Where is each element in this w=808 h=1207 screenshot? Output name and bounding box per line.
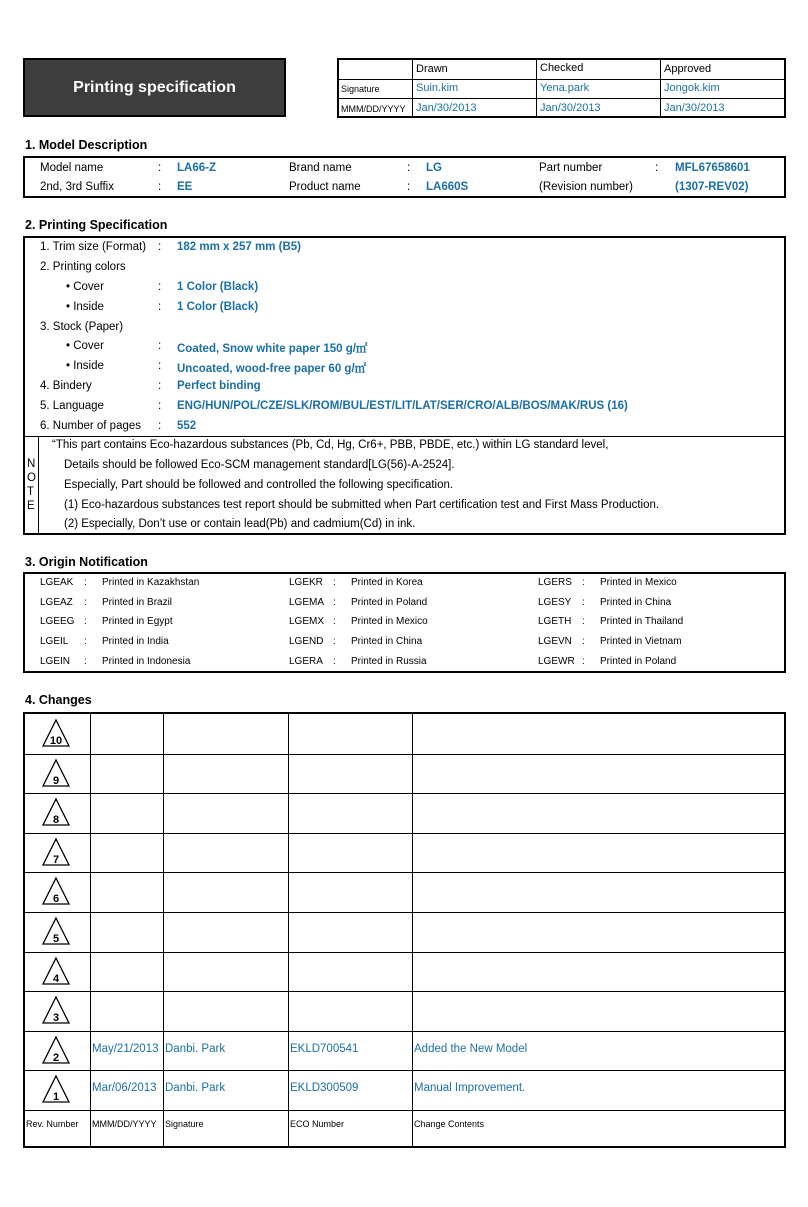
- revision-signature: Danbi. Park: [165, 1082, 226, 1095]
- origin-code: LGEAZ: [40, 596, 73, 608]
- product-name-value: LA660S: [426, 181, 469, 193]
- colon: :: [582, 577, 585, 588]
- revision-number: 10: [49, 735, 63, 747]
- date-label: MMM/DD/YYYY: [341, 104, 406, 114]
- revision-triangle-icon: [41, 718, 71, 748]
- revision-triangle-icon: [41, 758, 71, 788]
- revision-triangle-icon: [41, 916, 71, 946]
- colon: :: [582, 616, 585, 628]
- footer-signature: Signature: [165, 1119, 204, 1129]
- note-line: (1) Eco-hazardous substances test report should be submitted when Part certification test and First Mass Production.: [64, 499, 660, 511]
- trim-value: 182 mm x 257 mm (B5): [177, 241, 302, 253]
- colon: :: [407, 162, 411, 174]
- revision-number: 6: [52, 893, 60, 906]
- cover-color-value: 1 Color (Black): [177, 281, 259, 293]
- origin-code: LGEEG: [40, 616, 75, 628]
- colon: :: [158, 301, 162, 313]
- note-letter: O: [27, 472, 36, 484]
- origin-place: Printed in Indonesia: [102, 655, 191, 667]
- colon: :: [333, 577, 336, 588]
- revision-number: 3: [52, 1012, 60, 1025]
- pages-label: 6. Number of pages: [40, 420, 142, 432]
- origin-code: LGEIN: [40, 655, 71, 667]
- revision-change-content: Manual Improvement.: [414, 1082, 526, 1095]
- origin-code: LGEVN: [538, 636, 572, 648]
- origin-place: Printed in Vietnam: [600, 636, 682, 648]
- revision-number: 8: [52, 814, 60, 827]
- origin-code: LGEMX: [289, 616, 325, 628]
- revision-number: 2: [52, 1051, 60, 1064]
- origin-code: LGEAK: [40, 577, 74, 588]
- colon: :: [655, 162, 659, 174]
- origin-code: LGEWR: [538, 655, 575, 667]
- origin-code: LGESY: [538, 596, 572, 608]
- revision-label: (Revision number): [539, 181, 633, 193]
- origin-place: Printed in Brazil: [102, 596, 173, 608]
- note-line: Especially, Part should be followed and controlled the following specification.: [64, 479, 454, 491]
- origin-place: Printed in Russia: [351, 655, 427, 667]
- revision-date: May/21/2013: [92, 1042, 159, 1055]
- origin-code: LGETH: [538, 616, 572, 628]
- colon: :: [84, 636, 87, 648]
- footer-change-contents: Change Contents: [414, 1119, 485, 1129]
- origin-code: LGEND: [289, 636, 324, 648]
- inside-label: • Inside: [66, 360, 104, 372]
- note-line: (2) Especially, Don’t use or contain lead(Pb) and cadmium(Cd) in ink.: [64, 518, 416, 530]
- printing-table: [23, 236, 786, 535]
- cover-label: • Cover: [66, 340, 104, 352]
- part-number-value: MFL67658601: [675, 162, 750, 174]
- revision-triangle-icon: [41, 1035, 71, 1065]
- origin-place: Printed in Korea: [351, 577, 423, 588]
- note-letter: E: [27, 500, 35, 512]
- brand-name-value: LG: [426, 162, 442, 174]
- colon: :: [333, 655, 336, 667]
- note-line: “This part contains Eco-hazardous substances (Pb, Cd, Hg, Cr6+, PBB, PBDE, etc.) within LG standard level,: [52, 439, 609, 451]
- note-line: Details should be followed Eco-SCM management standard[LG(56)-A-2524].: [64, 459, 455, 471]
- printing-section-title: 2. Printing Specification: [25, 218, 168, 232]
- colon: :: [158, 281, 162, 293]
- stock-label: 3. Stock (Paper): [40, 321, 124, 333]
- revision-value: (1307-REV02): [675, 181, 749, 193]
- note-letter: T: [27, 486, 35, 498]
- revision-number: 5: [52, 933, 60, 945]
- origin-code: LGEIL: [40, 636, 69, 648]
- drawn-header: Drawn: [416, 63, 448, 75]
- signature-label: Signature: [341, 84, 380, 94]
- model-name-value: LA66-Z: [177, 162, 216, 174]
- checked-signature: Yena.park: [540, 82, 590, 94]
- language-label: 5. Language: [40, 400, 104, 412]
- page-title-text: Printing specification: [73, 78, 236, 96]
- approved-signature: Jongok.kim: [664, 82, 720, 94]
- trim-label: 1. Trim size (Format): [40, 241, 147, 253]
- revision-eco-number: EKLD300509: [290, 1082, 359, 1095]
- colon: :: [158, 181, 162, 193]
- revision-number: 7: [52, 853, 60, 866]
- colon: :: [582, 636, 585, 648]
- pages-value: 552: [177, 420, 197, 432]
- revision-number: 4: [52, 972, 60, 985]
- colon: :: [582, 596, 585, 608]
- footer-eco-number: ECO Number: [290, 1119, 345, 1129]
- origin-section-title: 3. Origin Notification: [25, 555, 148, 569]
- origin-place: Printed in Egypt: [102, 616, 173, 628]
- bindery-value: Perfect binding: [177, 380, 261, 392]
- revision-eco-number: EKLD700541: [290, 1042, 359, 1055]
- suffix-value: EE: [177, 181, 193, 193]
- cover-stock-value: Coated, Snow white paper 150 g/㎡: [177, 343, 368, 355]
- origin-table: [23, 572, 786, 673]
- revision-date: Mar/06/2013: [92, 1082, 157, 1095]
- approved-header: Approved: [664, 63, 712, 75]
- colon: :: [333, 596, 336, 608]
- revision-number: 9: [52, 774, 60, 787]
- model-section-title: 1. Model Description: [25, 138, 148, 152]
- colon: :: [84, 616, 87, 628]
- approved-date: Jan/30/2013: [664, 102, 725, 114]
- drawn-date: Jan/30/2013: [416, 102, 477, 114]
- revision-triangle-icon: [41, 995, 71, 1025]
- model-name-label: Model name: [40, 162, 104, 174]
- model-table: [23, 156, 786, 198]
- revision-number: 1: [52, 1091, 60, 1104]
- checked-header: Checked: [540, 62, 584, 74]
- origin-code: LGERA: [289, 655, 323, 667]
- origin-place: Printed in Poland: [600, 655, 677, 667]
- origin-place: Printed in Kazakhstan: [102, 577, 200, 588]
- drawn-signature: Suin.kim: [416, 82, 459, 94]
- colon: :: [333, 636, 336, 648]
- origin-place: Printed in Poland: [351, 596, 428, 608]
- note-letter: N: [27, 458, 36, 470]
- revision-triangle-icon: [41, 1074, 71, 1104]
- origin-place: Printed in Thailand: [600, 616, 684, 628]
- revision-triangle-icon: [41, 956, 71, 986]
- colon: :: [582, 655, 585, 667]
- checked-date: Jan/30/2013: [540, 102, 601, 114]
- bindery-label: 4. Bindery: [40, 380, 92, 392]
- colon: :: [407, 181, 411, 193]
- origin-place: Printed in India: [102, 636, 169, 648]
- inside-color-value: 1 Color (Black): [177, 301, 259, 313]
- colon: :: [158, 340, 162, 352]
- revision-triangle-icon: [41, 837, 71, 867]
- revision-signature: Danbi. Park: [165, 1042, 226, 1055]
- product-name-label: Product name: [289, 181, 361, 193]
- changes-section-title: 4. Changes: [25, 693, 92, 707]
- colon: :: [158, 162, 162, 174]
- changes-table: [23, 712, 786, 1148]
- colon: :: [158, 241, 162, 253]
- page-title: [23, 58, 286, 117]
- origin-place: Printed in China: [600, 596, 672, 608]
- language-value: ENG/HUN/POL/CZE/SLK/ROM/BUL/EST/LIT/LAT/SER/CRO/ALB/BOS/MAK/RUS (16): [177, 400, 628, 412]
- colon: :: [84, 577, 87, 588]
- origin-code: LGEMA: [289, 596, 325, 608]
- colon: :: [333, 616, 336, 628]
- colors-label: 2. Printing colors: [40, 261, 126, 273]
- origin-code: LGERS: [538, 577, 572, 588]
- brand-name-label: Brand name: [289, 162, 352, 174]
- footer-rev-number: Rev. Number: [26, 1119, 79, 1129]
- colon: :: [84, 596, 87, 608]
- colon: :: [84, 655, 87, 667]
- revision-triangle-icon: [41, 797, 71, 827]
- origin-code: LGEKR: [289, 577, 323, 588]
- colon: :: [158, 420, 162, 432]
- origin-place: Printed in China: [351, 636, 423, 648]
- revision-change-content: Added the New Model: [414, 1042, 528, 1055]
- inside-stock-value: Uncoated, wood-free paper 60 g/㎡: [177, 363, 367, 375]
- origin-place: Printed in Mexico: [351, 616, 428, 628]
- origin-place: Printed in Mexico: [600, 577, 677, 588]
- revision-triangle-icon: [41, 876, 71, 906]
- part-number-label: Part number: [539, 162, 603, 174]
- colon: :: [158, 400, 162, 412]
- suffix-label: 2nd, 3rd Suffix: [40, 181, 114, 193]
- inside-label: • Inside: [66, 301, 104, 313]
- footer-date: MMM/DD/YYYY: [92, 1119, 157, 1129]
- colon: :: [158, 380, 162, 392]
- colon: :: [158, 360, 162, 372]
- cover-label: • Cover: [66, 281, 104, 293]
- approval-table: [337, 58, 786, 118]
